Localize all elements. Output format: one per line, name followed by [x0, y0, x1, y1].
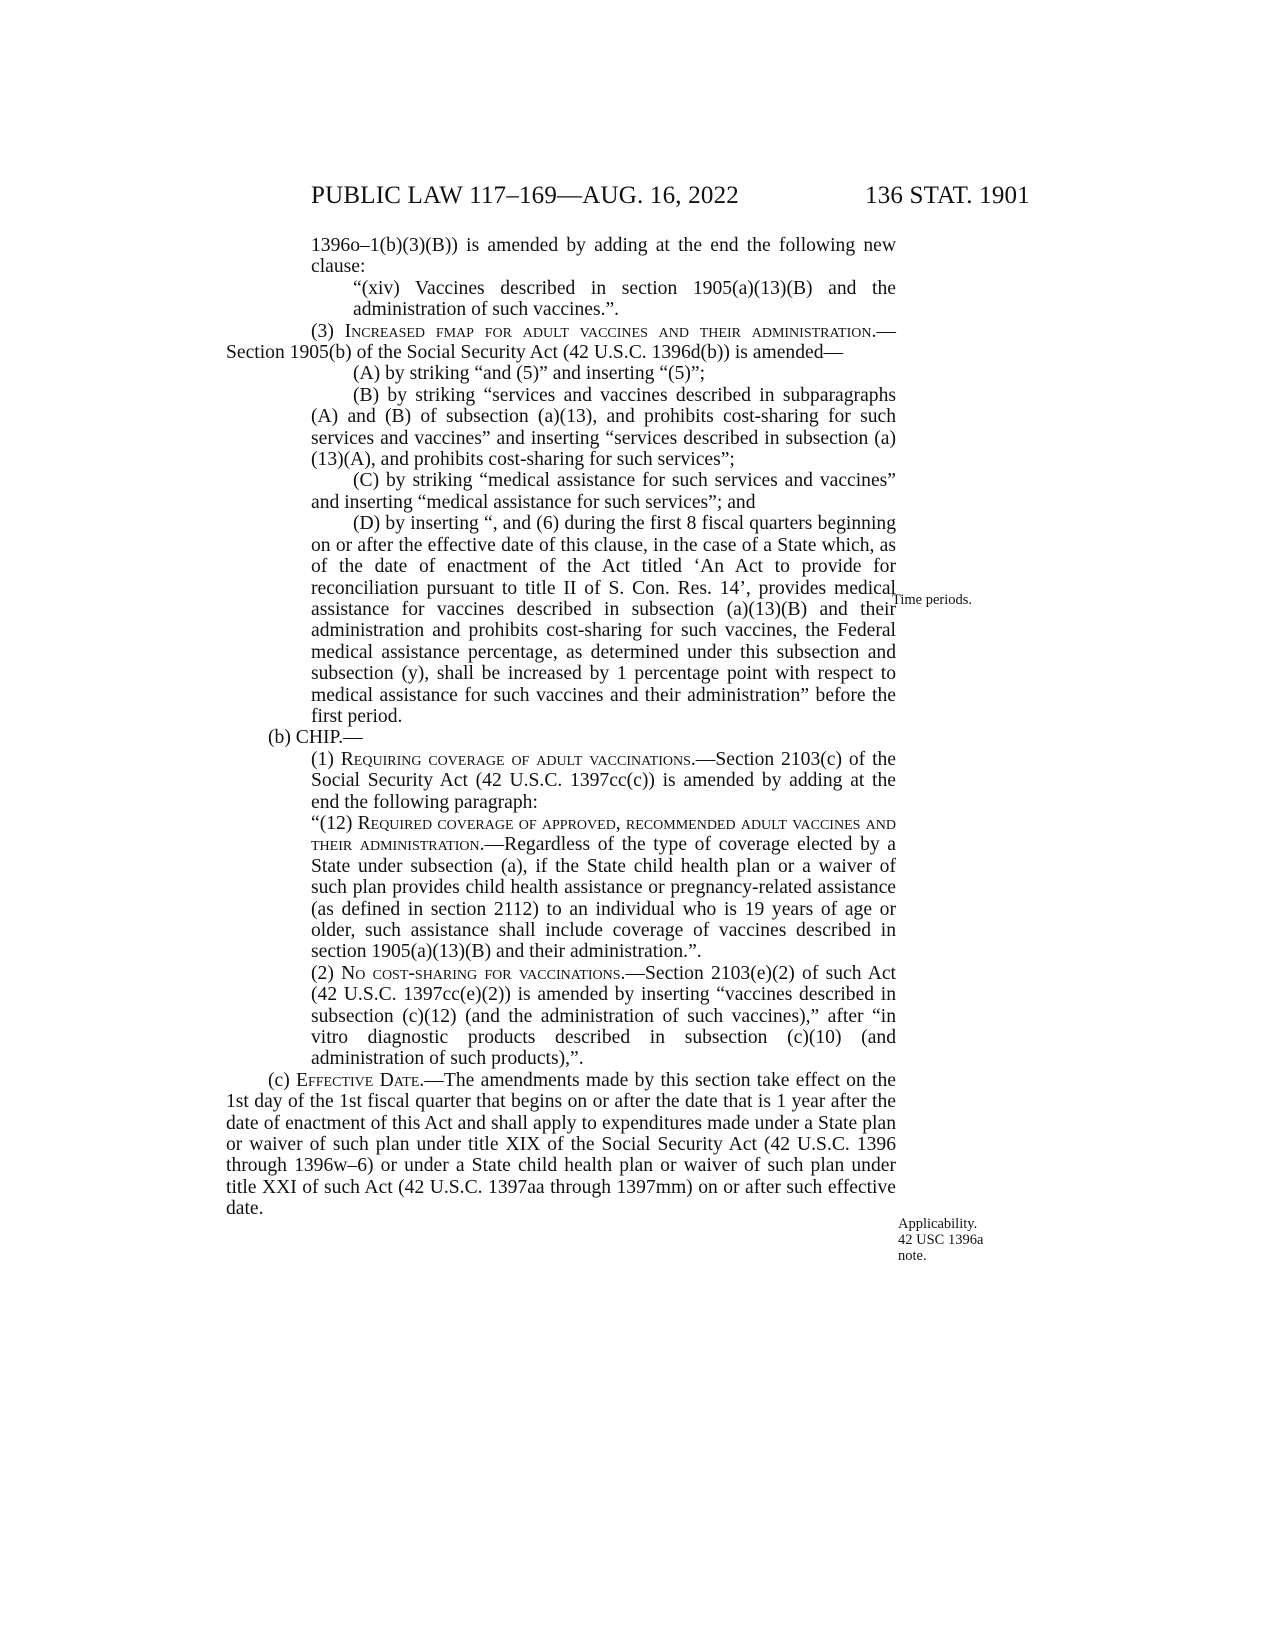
subsection-c-num: (c) [268, 1069, 297, 1091]
header-stat-page: 136 STAT. 1901 [865, 182, 1030, 209]
paragraph-b1-text: .—Section 2103(c) of the Social Security Act (42 U.S.C. 1397cc(c)) is amended by adding at the end the following paragraph: [311, 748, 897, 813]
margin-note-applicability-text: Applicability. [898, 1216, 978, 1232]
subsection-b-heading [226, 727, 896, 748]
subparagraph-B [311, 385, 896, 471]
subparagraph-C-text: (C) by striking “medical assistance for such services and vaccines” and inserting “medical assistance for such services”; and [311, 470, 896, 513]
paragraph-quoted-12 [311, 813, 896, 963]
subsection-b-heading-text: (b) CHIP.— [268, 727, 363, 749]
paragraph-quoted-12-num: “(12) [311, 812, 358, 834]
paragraph-b1-heading: Requiring coverage of adult vaccinations [340, 748, 691, 770]
subparagraph-B-text: (B) by striking “services and vaccines described in subparagraphs (A) and (B) of subsection (a)(13), and prohibits cost-sharing for such services and vaccines” and inserting “services described in subsection (a)(13)(A), and prohibits cost-sharing for such services”; [311, 384, 896, 471]
statute-body [226, 235, 896, 1220]
page-header [0, 178, 1275, 218]
subparagraph-A [311, 363, 896, 384]
paragraph-clause-xiv [353, 278, 896, 321]
header-public-law: PUBLIC LAW 117–169—AUG. 16, 2022 [311, 182, 740, 209]
subparagraph-A-text: (A) by striking “and (5)” and inserting “(5)”; [353, 363, 706, 385]
paragraph-3-num: (3) [311, 320, 345, 342]
subparagraph-C [311, 470, 896, 513]
margin-note-applicability [898, 1216, 983, 1264]
paragraph-b2 [311, 963, 896, 1070]
paragraph-clause-intro-text: 1396o–1(b)(3)(B)) is amended by adding at the end the following new clause: [311, 235, 896, 278]
margin-note-time-periods [892, 592, 972, 608]
paragraph-3-fmap [226, 321, 896, 364]
subparagraph-D-text: (D) by inserting “, and (6) during the first 8 fiscal quarters beginning on or after the effective date of this clause, in the case of a State which, as of the date of enactment of the Act titled ‘An Act to provide for reconciliation pursuant to title II of S. Con. Res. 14’, provides medical assistance for vaccines described in subsection (a)(13)(B) and their administration and prohibits cost-sharing for such vaccines, the Federal medical assistance percentage, as determined under this subsection and subsection (y), shall be increased by 1 percentage point with respect to medical assistance for such vaccines and their administration” before the first period. [311, 513, 896, 727]
paragraph-b1 [311, 749, 896, 813]
margin-note-usc-citation: 42 USC 1396a [898, 1232, 984, 1248]
paragraph-b2-num: (2) [311, 962, 342, 984]
margin-note-time-periods-text: Time periods. [892, 592, 973, 608]
paragraph-clause-xiv-text: “(xiv) Vaccines described in section 1905(a)(13)(B) and the administration of such vaccines.”. [353, 277, 896, 321]
paragraph-clause-intro [311, 235, 896, 278]
subsection-c [226, 1070, 896, 1220]
paragraph-b1-num: (1) [311, 748, 341, 770]
subsection-c-text: .—The amendments made by this section take effect on the 1st day of the 1st fiscal quarter that begins on or after the date that is 1 year after the date of enactment of this Act and shall apply to expenditures made under a State plan or waiver of such plan under title XIX of the Social Security Act (42 U.S.C. 1396 through 1396w–6) or under a State child health plan or waiver of such plan under title XXI of such Act (42 U.S.C. 1397aa through 1397mm) on or after such effective date. [226, 1069, 896, 1220]
paragraph-3-heading: Increased fmap for adult vaccines and their administration [344, 320, 872, 342]
paragraph-3-text: .—Section 1905(b) of the Social Security Act (42 U.S.C. 1396d(b)) is amended— [226, 320, 896, 364]
subsection-c-heading: Effective Date [296, 1069, 420, 1091]
subparagraph-D [311, 513, 896, 727]
paragraph-b2-heading: No cost-sharing for vaccinations [341, 962, 621, 984]
margin-note-note: note. [898, 1248, 927, 1264]
paragraph-b2-text: .—Section 2103(e)(2) of such Act (42 U.S.C. 1397cc(e)(2)) is amended by inserting “vaccines described in subsection (c)(12) (and the administration of such vaccines),” after “in vitro diagnostic products described in subsection (c)(10) (and administration of such products),”. [311, 962, 896, 1070]
paragraph-quoted-12-heading: Required coverage of approved, recommended adult vaccines and their administration [311, 812, 896, 856]
paragraph-quoted-12-text: .—Regardless of the type of coverage elected by a State under subsection (a), if the State child health plan or a waiver of such plan provides child health assistance or pregnancy-related assistance (as defined in section 2112) to an individual who is 19 years of age or older, such assistance shall include coverage of vaccines described in section 1905(a)(13)(B) and their administration.”. [311, 834, 897, 963]
